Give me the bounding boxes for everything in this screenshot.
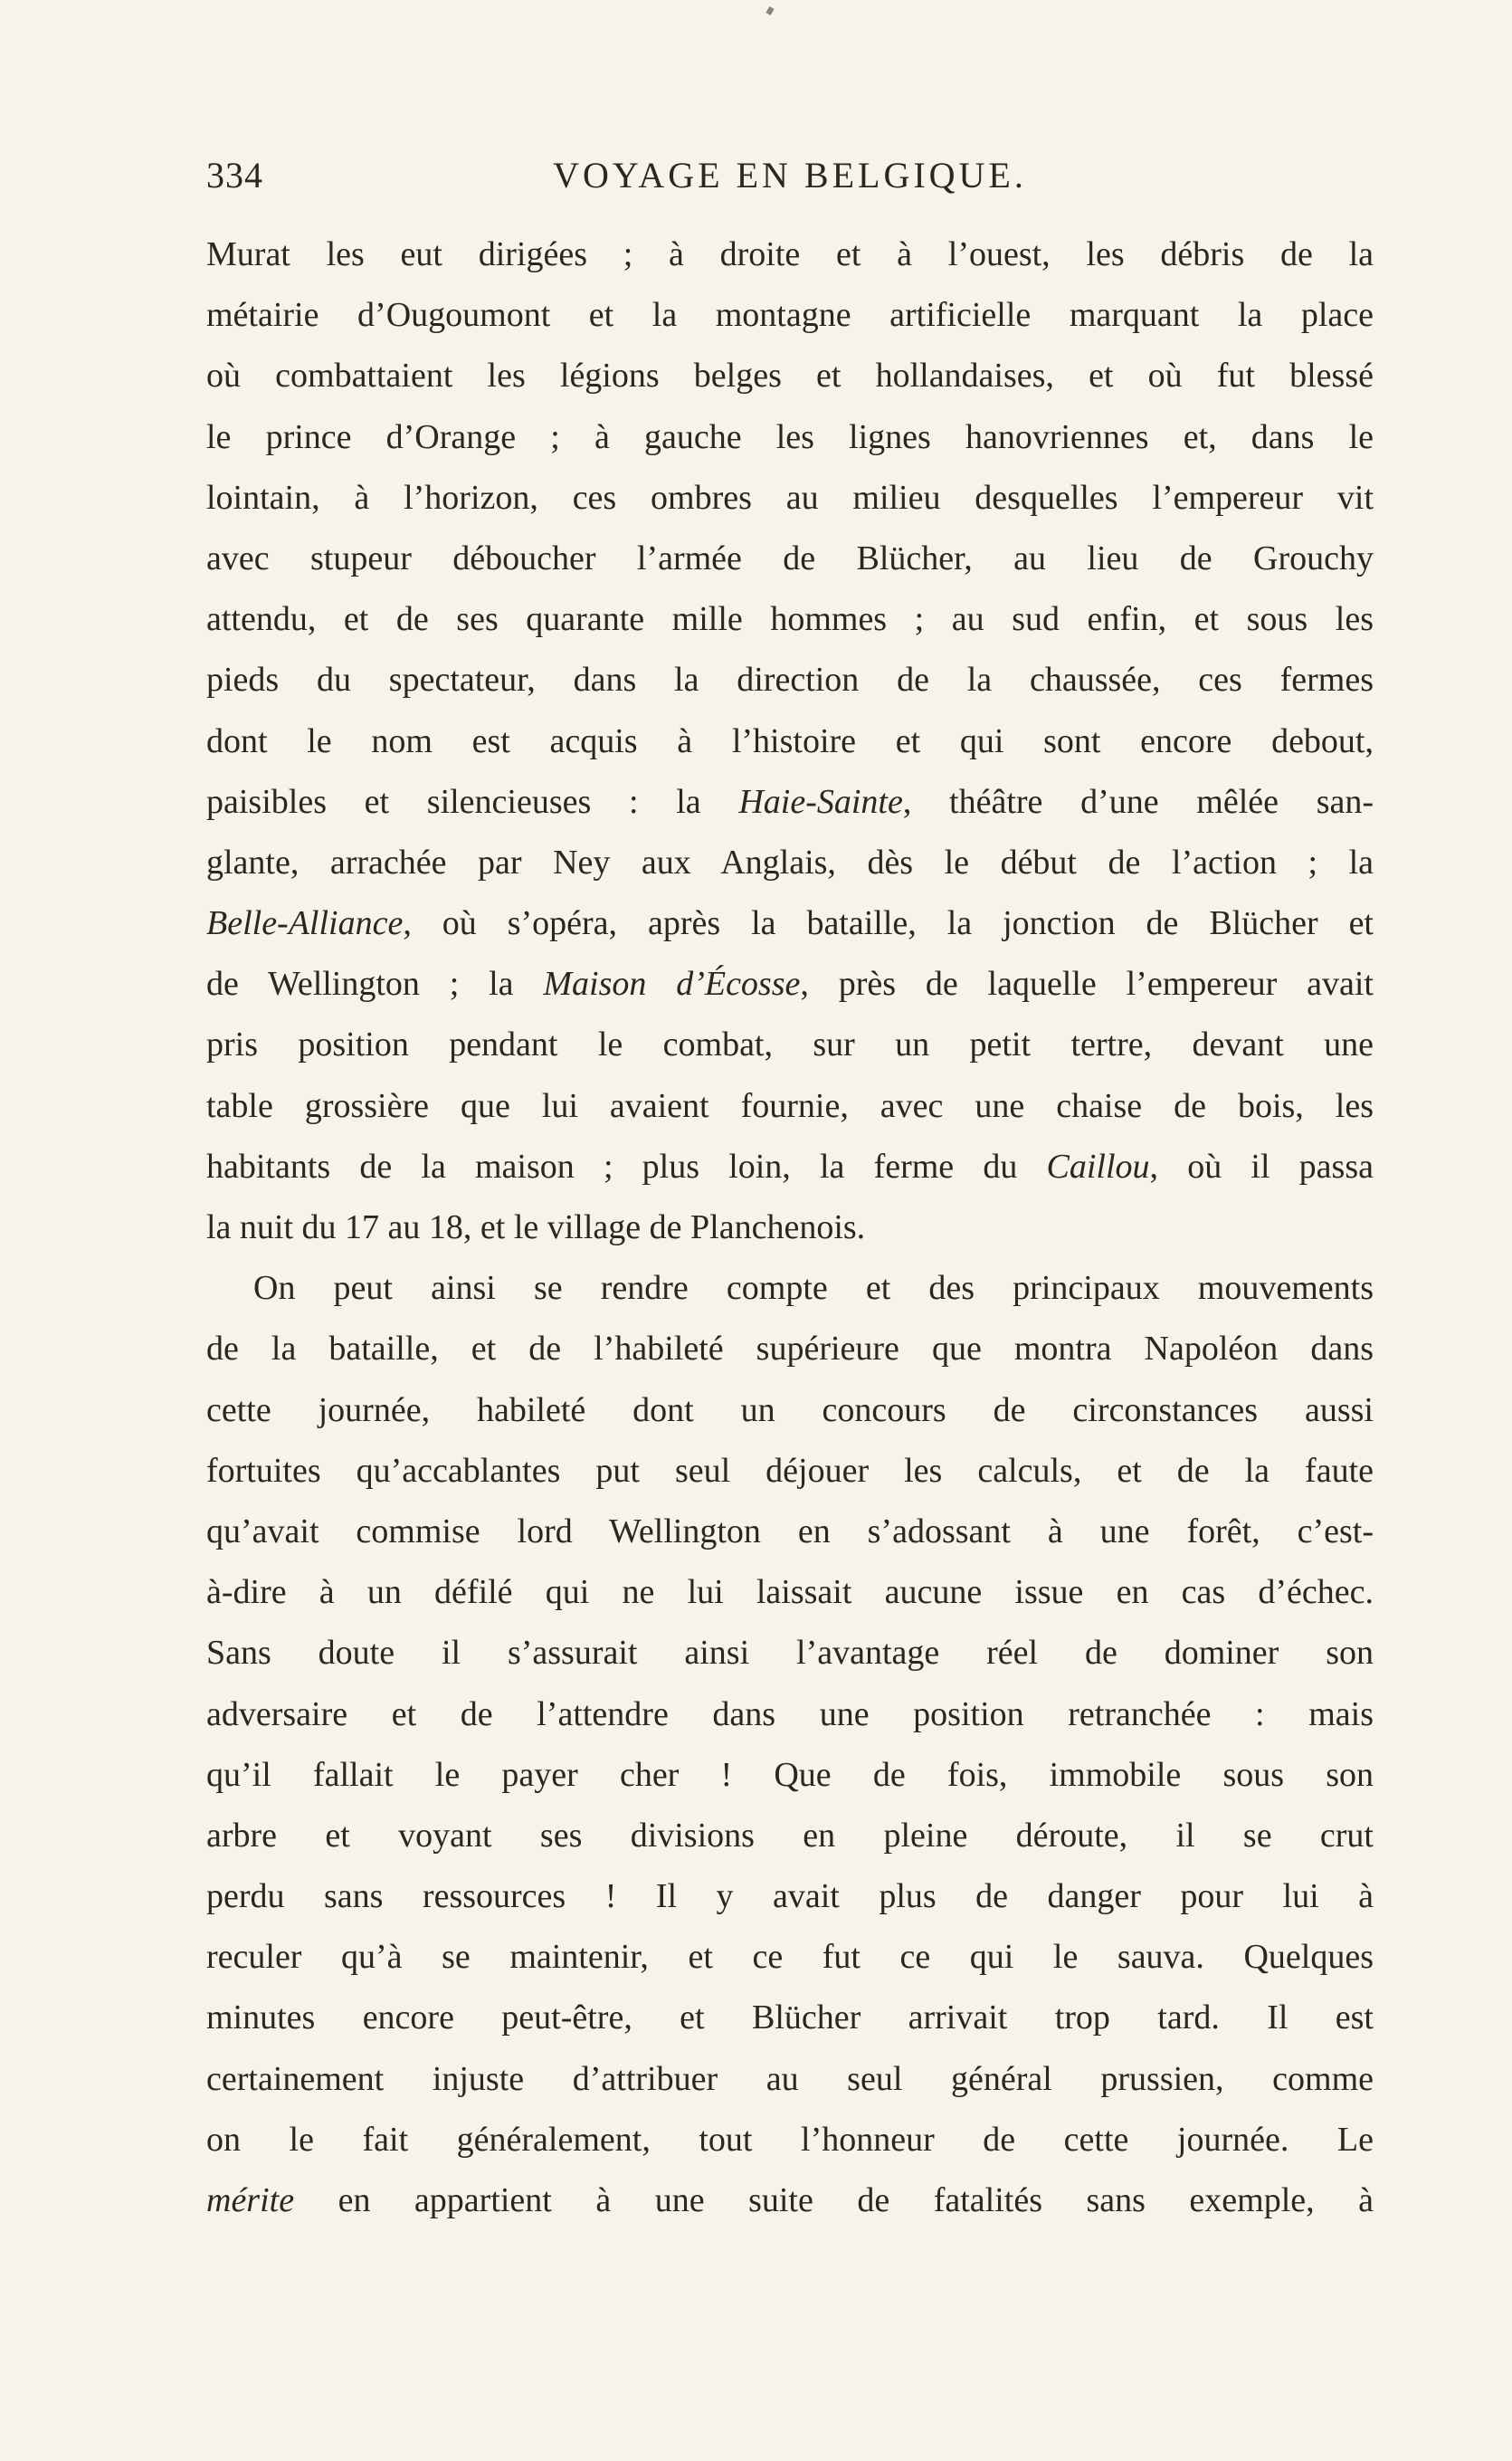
- text-segment: en appartient à une suite de fatalités sans exemple, à: [294, 2181, 1374, 2219]
- italic-term: Caillou: [1046, 1147, 1150, 1186]
- text-line: [206, 1684, 1374, 1745]
- text-line: [206, 1076, 1374, 1137]
- text-segment: avec stupeur déboucher l’armée de Blücher, au lieu de Grouchy: [206, 539, 1374, 577]
- text-line: [206, 1137, 1374, 1197]
- text-segment: qu’il fallait le payer cher ! Que de fois, immobile sous son: [206, 1755, 1374, 1794]
- text-segment: On peut ainsi se rendre compte et des principaux mouvements: [253, 1269, 1374, 1308]
- text-segment: paisibles et silencieuses : la: [206, 782, 739, 821]
- text-segment: pris position pendant le combat, sur un petit tertre, devant une: [206, 1025, 1374, 1064]
- text-segment: de Wellington ; la: [206, 965, 544, 1004]
- text-line: [206, 589, 1374, 650]
- italic-term: Haie-Sainte: [738, 782, 903, 821]
- text-line: [206, 893, 1374, 954]
- text-segment: adversaire et de l’attendre dans une position retranchée : mais: [206, 1694, 1374, 1733]
- text-segment: de la bataille, et de l’habileté supérieure que montra Napoléon dans: [206, 1330, 1374, 1369]
- text-segment: habitants de la maison ; plus loin, la ferme du: [206, 1147, 1047, 1186]
- text-line: [206, 1562, 1374, 1623]
- text-segment: à-dire à un défilé qui ne lui laissait aucune issue en cas d’échec.: [206, 1573, 1374, 1612]
- text-line: [206, 1988, 1374, 2048]
- text-segment: table grossière que lui avaient fournie, avec une chaise de bois, les: [206, 1086, 1374, 1125]
- text-segment: la nuit du 17 au 18, et le village de Planchenois.: [206, 1208, 866, 1246]
- text-line: [206, 1015, 1374, 1075]
- text-line: [206, 1258, 1374, 1319]
- italic-term: mérite: [206, 2181, 295, 2219]
- text-segment: certainement injuste d’attribuer au seul général prussien, comme: [206, 2059, 1374, 2098]
- text-line: [206, 407, 1374, 468]
- text-line: [206, 1441, 1374, 1502]
- text-line: [206, 468, 1374, 529]
- page-number: 334: [206, 155, 263, 196]
- text-segment: fortuites qu’accablantes put seul déjouer les calculs, et de la faute: [206, 1451, 1374, 1490]
- text-line: [206, 1927, 1374, 1988]
- text-segment: Murat les eut dirigées ; à droite et à l’ouest, les débris de la: [206, 235, 1374, 273]
- text-segment: dont le nom est acquis à l’histoire et qui sont encore debout,: [206, 721, 1374, 760]
- text-line: [206, 1197, 1374, 1258]
- text-segment: arbre et voyant ses divisions en pleine déroute, il se crut: [206, 1816, 1374, 1855]
- text-segment: cette journée, habileté dont un concours de circonstances aussi: [206, 1390, 1374, 1429]
- text-line: [206, 1502, 1374, 1562]
- text-segment: on le fait généralement, tout l’honneur de cette journée. Le: [206, 2120, 1374, 2159]
- text-line: [206, 954, 1374, 1015]
- text-segment: reculer qu’à se maintenir, et ce fut ce qui le sauva. Quelques: [206, 1938, 1374, 1977]
- paragraph: [206, 224, 1374, 1258]
- text-segment: , près de laquelle l’empereur avait: [800, 965, 1374, 1004]
- paragraph: [206, 1258, 1374, 2231]
- text-line: [206, 1380, 1374, 1441]
- text-line: [206, 711, 1374, 772]
- text-line: [206, 285, 1374, 346]
- text-line: [206, 1623, 1374, 1684]
- text-line: [206, 224, 1374, 285]
- text-segment: minutes encore peut-être, et Blücher arrivait trop tard. Il est: [206, 1998, 1374, 2037]
- text-line: [206, 650, 1374, 711]
- text-segment: , où s’opéra, après la bataille, la jonction de Blücher et: [403, 904, 1374, 943]
- text-segment: , théâtre d’une mêlée san-: [902, 782, 1374, 821]
- text-line: [206, 1745, 1374, 1806]
- text-segment: où combattaient les légions belges et hollandaises, et où fut blessé: [206, 357, 1374, 396]
- text-segment: Sans doute il s’assurait ainsi l’avantage réel de dominer son: [206, 1634, 1374, 1673]
- page-header: [206, 154, 1374, 217]
- running-title: VOYAGE EN BELGIQUE.: [553, 155, 1027, 196]
- text-line: [206, 1319, 1374, 1379]
- text-segment: le prince d’Orange ; à gauche les lignes hanovriennes et, dans le: [206, 417, 1374, 456]
- text-segment: glante, arrachée par Ney aux Anglais, dès le début de l’action ; la: [206, 843, 1374, 882]
- text-line: [206, 2110, 1374, 2170]
- text-segment: pieds du spectateur, dans la direction de la chaussée, ces fermes: [206, 661, 1374, 700]
- text-line: [206, 772, 1374, 833]
- text-segment: attendu, et de ses quarante mille hommes ; au sud enfin, et sous les: [206, 600, 1374, 639]
- text-line: [206, 1806, 1374, 1866]
- text-segment: perdu sans ressources ! Il y avait plus de danger pour lui à: [206, 1877, 1374, 1916]
- text-line: [206, 529, 1374, 589]
- text-line: [206, 2049, 1374, 2110]
- text-line: [206, 2170, 1374, 2231]
- text-segment: qu’avait commise lord Wellington en s’adossant à une forêt, c’est-: [206, 1512, 1374, 1550]
- text-segment: lointain, à l’horizon, ces ombres au milieu desquelles l’empereur vit: [206, 478, 1374, 517]
- text-segment: , où il passa: [1149, 1147, 1374, 1186]
- text-line: [206, 346, 1374, 406]
- paper-speck: [766, 6, 774, 15]
- text-line: [206, 1866, 1374, 1927]
- italic-term: Belle-Alliance: [206, 904, 404, 943]
- body-text: [206, 224, 1374, 2231]
- italic-term: Maison d’Écosse: [543, 965, 801, 1004]
- text-line: [206, 833, 1374, 893]
- text-segment: métairie d’Ougoumont et la montagne artificielle marquant la place: [206, 296, 1374, 335]
